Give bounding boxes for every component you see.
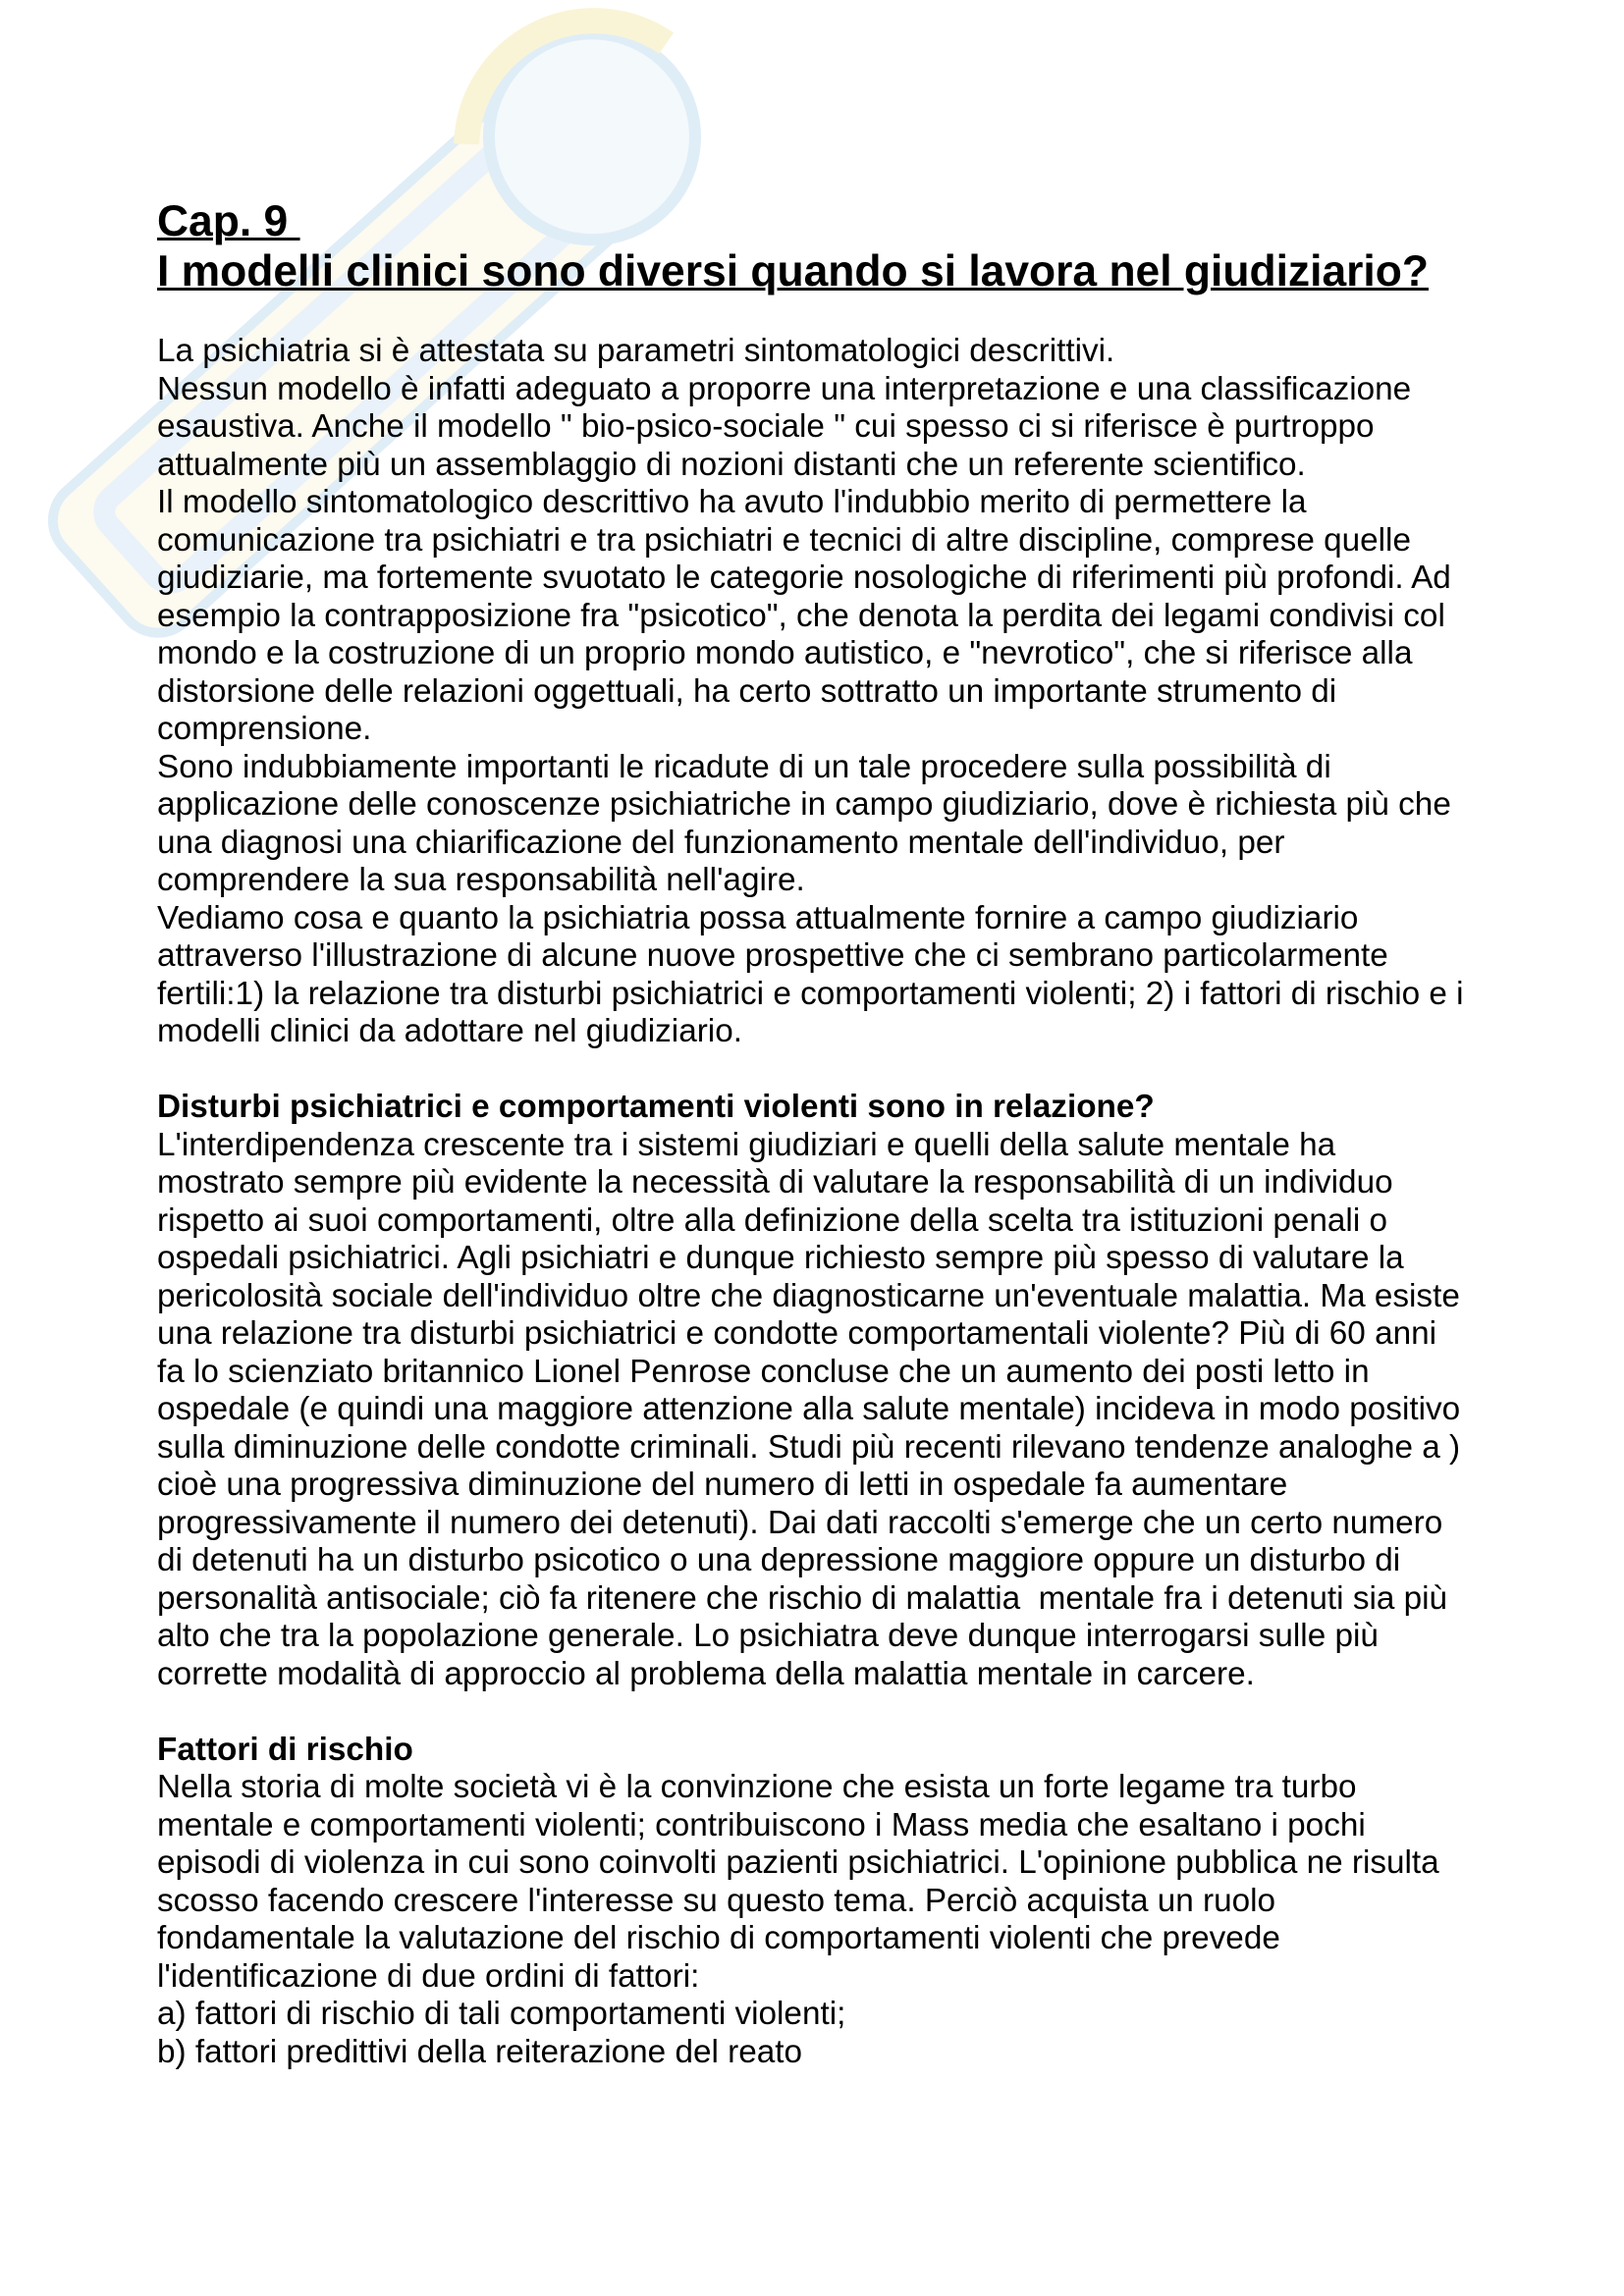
body-line: una diagnosi una chiarificazione del funzionamento mentale dell'individuo, per (157, 824, 1285, 861)
chapter-title: I modelli clinici sono diversi quando si lavora nel giudiziario? (157, 247, 1429, 295)
body-line: mostrato sempre più evidente la necessità di valutare la responsabilità di un individuo (157, 1164, 1393, 1201)
body-line: progressivamente il numero dei detenuti). Dai dati raccolti s'emerge che un certo numero (157, 1504, 1443, 1541)
body-line: l'identificazione di due ordini di fattori: (157, 1957, 700, 1995)
body-line: fondamentale la valutazione del rischio di comportamenti violenti che prevede (157, 1920, 1280, 1956)
section-risk (157, 1732, 1464, 2072)
paragraph-spacer (157, 1693, 1464, 1732)
body-line: attraverso l'illustrazione di alcune nuove prospettive che ci sembrano particolarmente (157, 937, 1388, 974)
body-line: attualmente più un assemblaggio di nozioni distanti che un referente scientifico. (157, 446, 1306, 483)
body-line: La psichiatria si è attestata su parametri sintomatologici descrittivi. (157, 333, 1115, 369)
body-line: esempio la contrapposizione fra "psicotico", che denota la perdita dei legami condivisi col (157, 597, 1445, 634)
body-line: modelli clinici da adottare nel giudiziario. (157, 1013, 742, 1049)
body-line: Nella storia di molte società vi è la convinzione che esista un forte legame tra turbo (157, 1769, 1357, 1805)
body-line: sulla diminuzione delle condotte criminali. Studi più recenti rilevano tendenze analoghe a ) (157, 1428, 1461, 1466)
body-line: esaustiva. Anche il modello " bio-psico-sociale " cui spesso ci si riferisce è purtroppo (157, 408, 1375, 445)
chapter-number: Cap. 9 (157, 197, 300, 245)
body-line: comunicazione tra psichiatri e tra psichiatri e tecnici di altre discipline, comprese quelle (157, 521, 1411, 559)
list-item: b) fattori predittivi della reiterazione del reato (157, 2033, 803, 2070)
body-line: L'interdipendenza crescente tra i sistemi giudiziari e quelli della salute mentale ha (157, 1126, 1336, 1163)
body-line: mentale e comportamenti violenti; contribuiscono i Mass media che esaltano i pochi (157, 1806, 1366, 1843)
section-violence (157, 1089, 1464, 1693)
body-line: Vediamo cosa e quanto la psichiatria possa attualmente fornire a campo giudiziario (157, 899, 1359, 936)
body-line: corrette modalità di approccio al problema della malattia mentale in carcere. (157, 1655, 1255, 1692)
body-line: una relazione tra disturbi psichiatrici e condotte comportamentali violente? Più di 60 anni (157, 1315, 1437, 1352)
body-line: fertili:1) la relazione tra disturbi psichiatrici e comportamenti violenti; 2) i fattori di rischio e i (157, 975, 1464, 1012)
body-line: di detenuti ha un disturbo psicotico o una depressione maggiore oppure un disturbo di (157, 1542, 1401, 1578)
body-line: alto che tra la popolazione generale. Lo psichiatra deve dunque interrogarsi sulle più (157, 1618, 1379, 1654)
list-item: a) fattori di rischio di tali comportamenti violenti; (157, 1996, 846, 2032)
body-line: comprendere la sua responsabilità nell'agire. (157, 862, 805, 898)
body-line: comprensione. (157, 711, 372, 747)
body-line: mondo e la costruzione di un proprio mondo autistico, e "nevrotico", che si riferisce alla (157, 635, 1413, 671)
body-line: ospedali psichiatrici. Agli psichiatri e dunque richiesto sempre più spesso di valutare la (157, 1240, 1404, 1276)
body-line: Sono indubbiamente importanti le ricadute di un tale procedere sulla possibilità di (157, 748, 1331, 785)
body-text (157, 333, 1464, 2071)
body-line: episodi di violenza in cui sono coinvolti pazienti psichiatrici. L'opinione pubblica ne risulta (157, 1844, 1439, 1881)
body-line: giudiziarie, ma fortemente svuotato le categorie nosologiche di riferimenti più profondi. Ad (157, 560, 1451, 596)
body-line: applicazione delle conoscenze psichiatriche in campo giudiziario, dove è richiesta più che (157, 786, 1451, 823)
body-line: Nessun modello è infatti adeguato a proporre una interpretazione e una classificazione (157, 370, 1412, 407)
section-heading: Fattori di rischio (157, 1731, 413, 1768)
body-line: ospedale (e quindi una maggiore attenzione alla salute mentale) incideva in modo positivo (157, 1391, 1461, 1427)
body-line: scosso facendo crescere l'interesse su questo tema. Perciò acquista un ruolo (157, 1882, 1276, 1919)
paragraph-spacer (157, 1051, 1464, 1090)
chapter-heading (157, 196, 1429, 296)
body-line: Il modello sintomatologico descrittivo ha avuto l'indubbio merito di permettere la (157, 484, 1307, 520)
body-line: fa lo scienziato britannico Lionel Penrose concluse che un aumento dei posti letto in (157, 1353, 1370, 1390)
section-heading: Disturbi psichiatrici e comportamenti violenti sono in relazione? (157, 1089, 1155, 1125)
body-line: distorsione delle relazioni oggettuali, ha certo sottratto un importante strumento di (157, 672, 1337, 710)
body-line: pericolosità sociale dell'individuo oltre che diagnosticarne un'eventuale malattia. Ma esiste (157, 1277, 1460, 1314)
section-intro (157, 333, 1464, 1051)
body-line: personalità antisociale; ciò fa ritenere che rischio di malattia mentale fra i detenuti sia più (157, 1579, 1448, 1617)
body-line: rispetto ai suoi comportamenti, oltre alla definizione della scelta tra istituzioni penali o (157, 1201, 1387, 1239)
body-line: cioè una progressiva diminuzione del numero di letti in ospedale fa aumentare (157, 1467, 1288, 1503)
